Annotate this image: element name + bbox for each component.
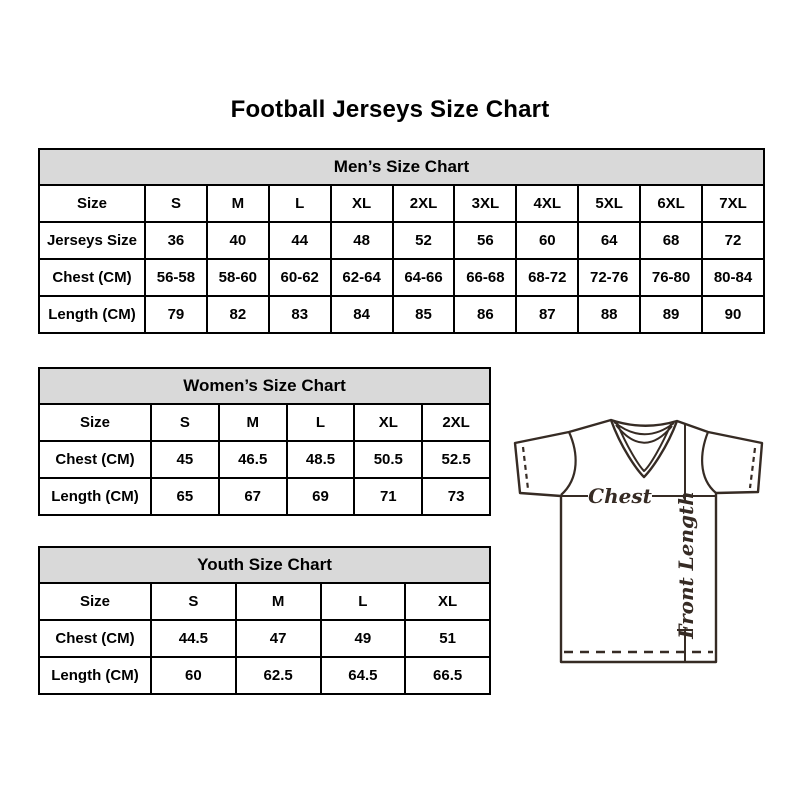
table-cell: 58-60 — [207, 259, 269, 296]
table-cell: 72-76 — [578, 259, 640, 296]
table-cell: 62-64 — [331, 259, 393, 296]
table-cell: 87 — [516, 296, 578, 333]
table-cell: 79 — [145, 296, 207, 333]
table-cell: 83 — [269, 296, 331, 333]
table-cell: 80-84 — [702, 259, 764, 296]
table-header-row — [39, 368, 490, 404]
jersey-measurement-diagram — [503, 390, 783, 690]
table-cell: 89 — [640, 296, 702, 333]
table-cell: 6XL — [640, 185, 702, 222]
table-cell: 3XL — [454, 185, 516, 222]
table-cell: 90 — [702, 296, 764, 333]
table-cell: 52.5 — [422, 441, 490, 478]
table-row — [39, 222, 764, 259]
table-row — [39, 657, 490, 694]
table-cell: L — [269, 185, 331, 222]
womens-size-table — [38, 367, 491, 516]
page-title: Football Jerseys Size Chart — [230, 96, 550, 123]
table-cell: 5XL — [578, 185, 640, 222]
row-label: Size — [39, 185, 145, 222]
front-length-label: Front Length — [674, 491, 698, 639]
table-cell: 56 — [454, 222, 516, 259]
table-cell: XL — [354, 404, 422, 441]
youth-size-table — [38, 546, 491, 695]
table-cell: 82 — [207, 296, 269, 333]
row-label: Size — [39, 583, 151, 620]
table-row — [39, 620, 490, 657]
table-row — [39, 185, 764, 222]
table-cell: S — [151, 583, 236, 620]
table-cell: 51 — [405, 620, 490, 657]
table-cell: M — [219, 404, 287, 441]
table-cell: 2XL — [422, 404, 490, 441]
row-label: Chest (CM) — [39, 259, 145, 296]
chest-label: Chest — [588, 484, 652, 508]
mens-size-table — [38, 148, 765, 334]
table-cell: 46.5 — [219, 441, 287, 478]
table-row — [39, 404, 490, 441]
table-cell: 44.5 — [151, 620, 236, 657]
table-cell: 49 — [321, 620, 406, 657]
table-cell: 66-68 — [454, 259, 516, 296]
womens-table-title: Women’s Size Chart — [39, 368, 490, 404]
table-cell: 52 — [393, 222, 455, 259]
row-label: Size — [39, 404, 151, 441]
table-cell: 73 — [422, 478, 490, 515]
table-cell: 64.5 — [321, 657, 406, 694]
row-label: Length (CM) — [39, 296, 145, 333]
row-label: Jerseys Size — [39, 222, 145, 259]
table-cell: S — [151, 404, 219, 441]
table-cell: 86 — [454, 296, 516, 333]
row-label: Length (CM) — [39, 657, 151, 694]
table-cell: 72 — [702, 222, 764, 259]
table-cell: 62.5 — [236, 657, 321, 694]
table-header-row — [39, 547, 490, 583]
youth-table-title: Youth Size Chart — [39, 547, 490, 583]
table-cell: 68 — [640, 222, 702, 259]
table-cell: XL — [331, 185, 393, 222]
table-row — [39, 583, 490, 620]
table-cell: 64-66 — [393, 259, 455, 296]
table-cell: 65 — [151, 478, 219, 515]
table-row — [39, 478, 490, 515]
table-cell: 85 — [393, 296, 455, 333]
table-row — [39, 296, 764, 333]
table-cell: L — [287, 404, 355, 441]
table-cell: 48 — [331, 222, 393, 259]
table-cell: 45 — [151, 441, 219, 478]
table-cell: M — [207, 185, 269, 222]
table-cell: 64 — [578, 222, 640, 259]
table-cell: 48.5 — [287, 441, 355, 478]
table-cell: 71 — [354, 478, 422, 515]
table-cell: 66.5 — [405, 657, 490, 694]
table-cell: 47 — [236, 620, 321, 657]
table-row — [39, 441, 490, 478]
table-cell: 50.5 — [354, 441, 422, 478]
table-cell: 60-62 — [269, 259, 331, 296]
table-cell: 56-58 — [145, 259, 207, 296]
mens-table-title: Men’s Size Chart — [39, 149, 764, 185]
table-cell: S — [145, 185, 207, 222]
table-cell: 7XL — [702, 185, 764, 222]
table-cell: 60 — [516, 222, 578, 259]
table-row — [39, 259, 764, 296]
row-label: Chest (CM) — [39, 441, 151, 478]
table-cell: 60 — [151, 657, 236, 694]
table-cell: 69 — [287, 478, 355, 515]
jersey-outline — [515, 420, 762, 662]
table-cell: 36 — [145, 222, 207, 259]
table-cell: 44 — [269, 222, 331, 259]
table-cell: M — [236, 583, 321, 620]
table-cell: 4XL — [516, 185, 578, 222]
table-cell: 67 — [219, 478, 287, 515]
table-cell: 40 — [207, 222, 269, 259]
table-cell: 88 — [578, 296, 640, 333]
table-header-row — [39, 149, 764, 185]
row-label: Chest (CM) — [39, 620, 151, 657]
table-cell: 68-72 — [516, 259, 578, 296]
table-cell: 84 — [331, 296, 393, 333]
table-cell: 2XL — [393, 185, 455, 222]
table-cell: 76-80 — [640, 259, 702, 296]
row-label: Length (CM) — [39, 478, 151, 515]
table-cell: L — [321, 583, 406, 620]
table-cell: XL — [405, 583, 490, 620]
